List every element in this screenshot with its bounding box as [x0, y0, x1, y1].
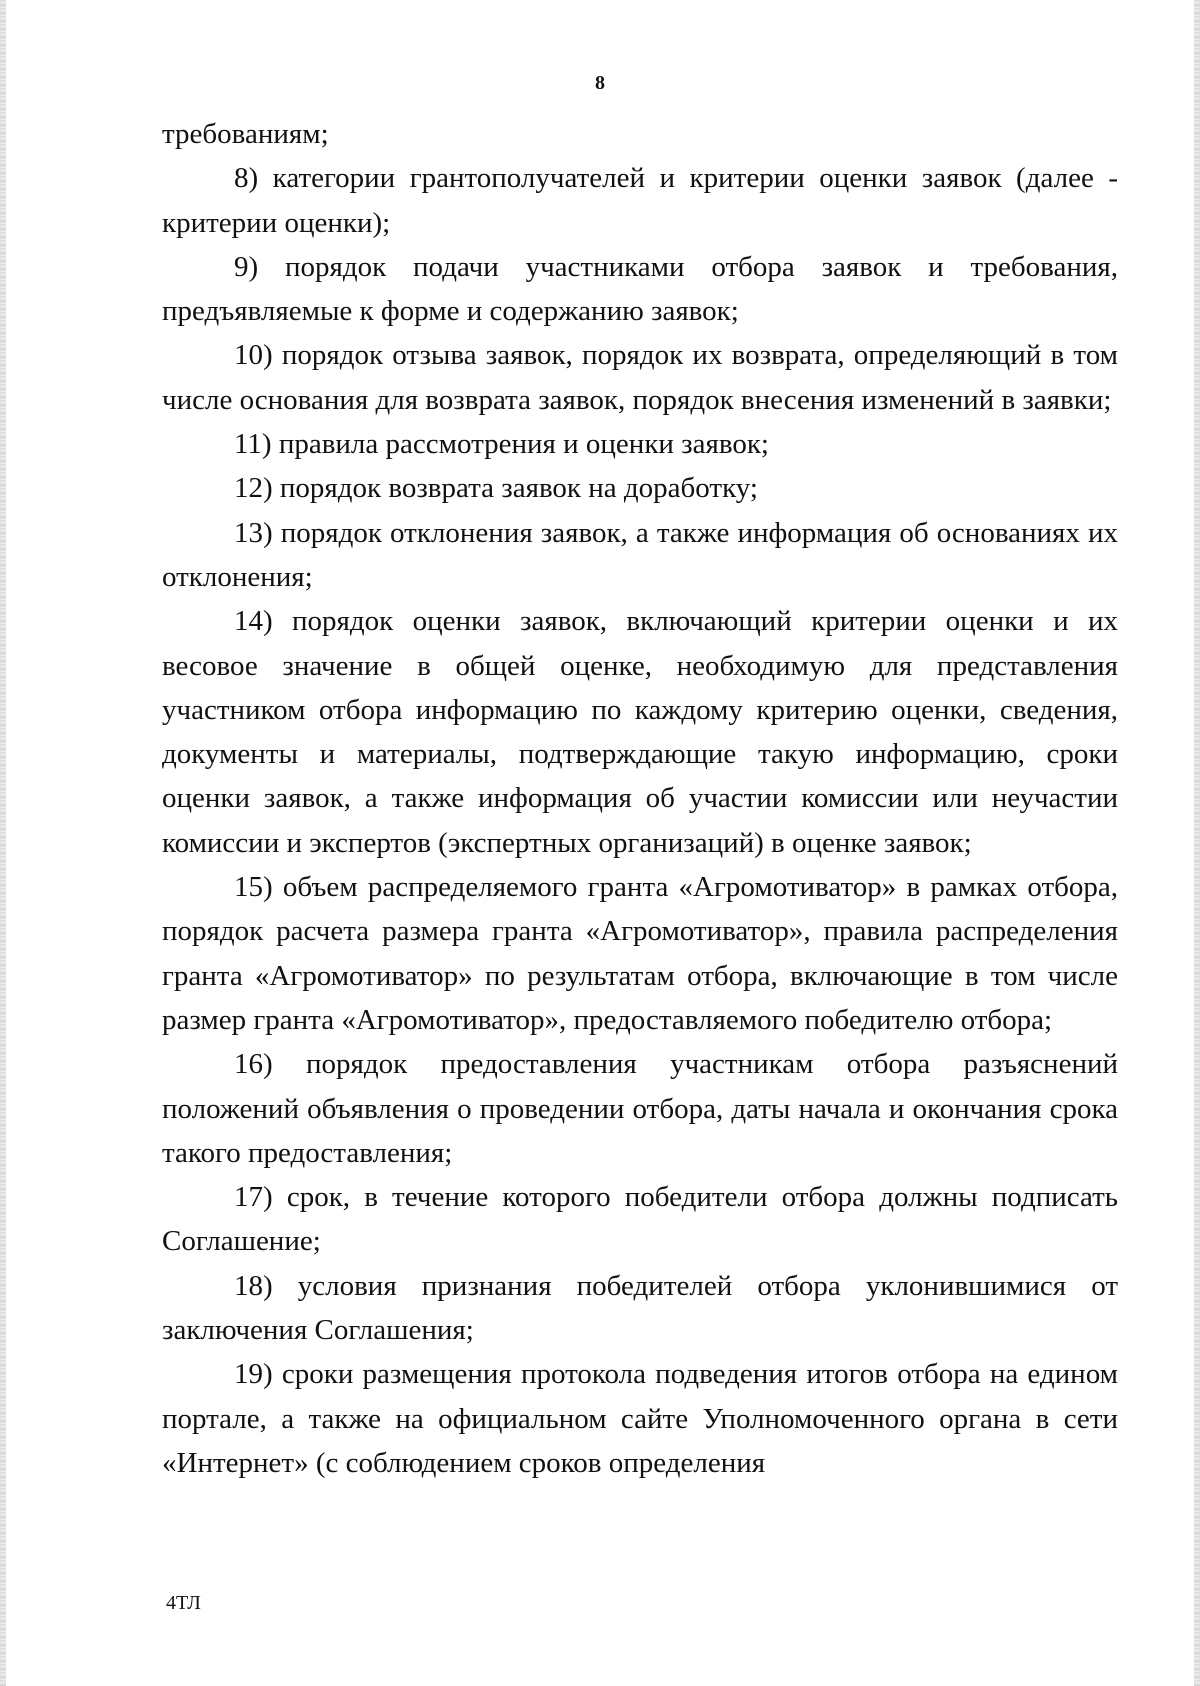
document-body: [162, 112, 1118, 1485]
paragraph-item-13: 13) порядок отклонения заявок, а также информация об основаниях их отклонения;: [162, 516, 1118, 593]
footer-code: 4ТЛ: [166, 1592, 201, 1614]
paragraph-item-10: 10) порядок отзыва заявок, порядок их возврата, определяющий в том числе основания для возврата заявок, порядок внесения изменений в заявки;: [162, 339, 1118, 416]
paragraph-item-16: 16) порядок предоставления участникам отбора разъяснений положений объявления о проведении отбора, даты начала и окончания срока такого предоставления;: [162, 1048, 1118, 1169]
paragraph-item-18: 18) условия признания победителей отбора уклонившимися от заключения Соглашения;: [162, 1269, 1118, 1347]
scan-edge-right: [1194, 0, 1200, 1686]
paragraph-item-19: 19) сроки размещения протокола подведения итогов отбора на едином портале, а также на официальном сайте Уполномоченного органа в сети «Интернет» (с соблюдением сроков определения: [162, 1358, 1118, 1479]
paragraph-item-9: 9) порядок подачи участниками отбора заявок и требования, предъявляемые к форме и содержанию заявок;: [162, 250, 1118, 328]
scan-edge-left: [0, 0, 6, 1686]
paragraph-item-11: 11) правила рассмотрения и оценки заявок;: [234, 428, 769, 461]
page-number: 8: [595, 72, 605, 94]
paragraph-item-14: 14) порядок оценки заявок, включающий критерии оценки и их весовое значение в общей оценке, необходимую для представления участником отбора информацию по каждому критерию оценки, сведения, документы и материалы, подтверждающие такую информацию, сроки оценки заявок, а также информация об участии комиссии или неучастии комиссии и экспертов (экспертных организаций) в оценке заявок;: [162, 605, 1118, 859]
paragraph-item-8: 8) категории грантополучателей и критерии оценки заявок (далее - критерии оценки);: [162, 162, 1118, 239]
paragraph-item-17: 17) срок, в течение которого победители отбора должны подписать Соглашение;: [162, 1181, 1118, 1258]
paragraph-item-15: 15) объем распределяемого гранта «Агромотиватор» в рамках отбора, порядок расчета размера гранта «Агромотиватор», правила распределения гранта «Агромотиватор» по результатам отбора, включающие в том числе размер гранта «Агромотиватор», предоставляемого победителю отбора;: [162, 871, 1118, 1036]
paragraph-continuation: требованиям;: [162, 118, 329, 150]
paragraph-item-12: 12) порядок возврата заявок на доработку;: [234, 472, 758, 505]
